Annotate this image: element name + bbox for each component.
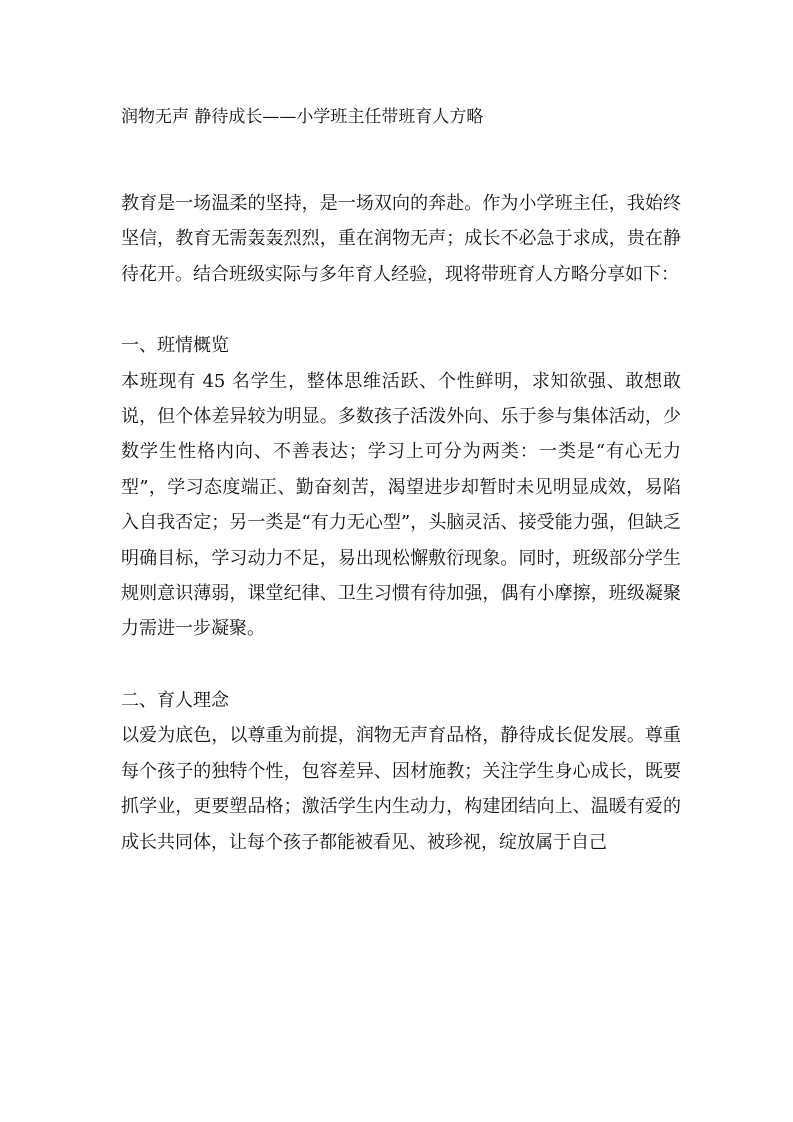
document-title: 润物无声 静待成长——小学班主任带班育人方略 [121,107,484,127]
spacer [121,647,681,683]
intro-paragraph: 教育是一场温柔的坚持，是一场双向的奔赴。作为小学班主任，我始终坚信，教育无需轰轰烈烈，重在润物无声；成长不必急于求成，贵在静待花开。结合班级实际与多年育人经验，现将带班育人方略分享如下： [121,193,681,285]
spacer [121,130,681,186]
document-content [121,104,681,860]
section-body-overview: 本班现有 45 名学生，整体思维活跃、个性鲜明，求知欲强、敢想敢说，但个体差异较为明显。多数孩子活泼外向、乐于参与集体活动，少数学生性格内向、不善表达；学习上可分为两类：一类是“有心无力型”，学习态度端正、勤奋刻苦，渴望进步却暂时未见明显成效，易陷入自我否定；另一类是“有力无心型”，头脑灵活、接受能力强，但缺乏明确目标，学习动力不足，易出现松懈敷衍现象。同时，班级部分学生规则意识薄弱，课堂纪律、卫生习惯有待加强，偶有小摩擦，班级凝聚力需进一步凝聚。 [121,370,681,640]
section-heading-philosophy: 二、育人理念 [121,689,229,711]
spacer [121,292,681,328]
section-body-philosophy: 以爱为底色，以尊重为前提，润物无声育品格，静待成长促发展。尊重每个孩子的独特个性，包容差异、因材施教；关注学生身心成长，既要抓学业，更要塑品格；激活学生内生动力，构建团结向上、温暖有爱的成长共同体，让每个孩子都能被看见、被珍视，绽放属于自己 [121,725,681,853]
section-heading-overview: 一、班情概览 [121,335,229,357]
